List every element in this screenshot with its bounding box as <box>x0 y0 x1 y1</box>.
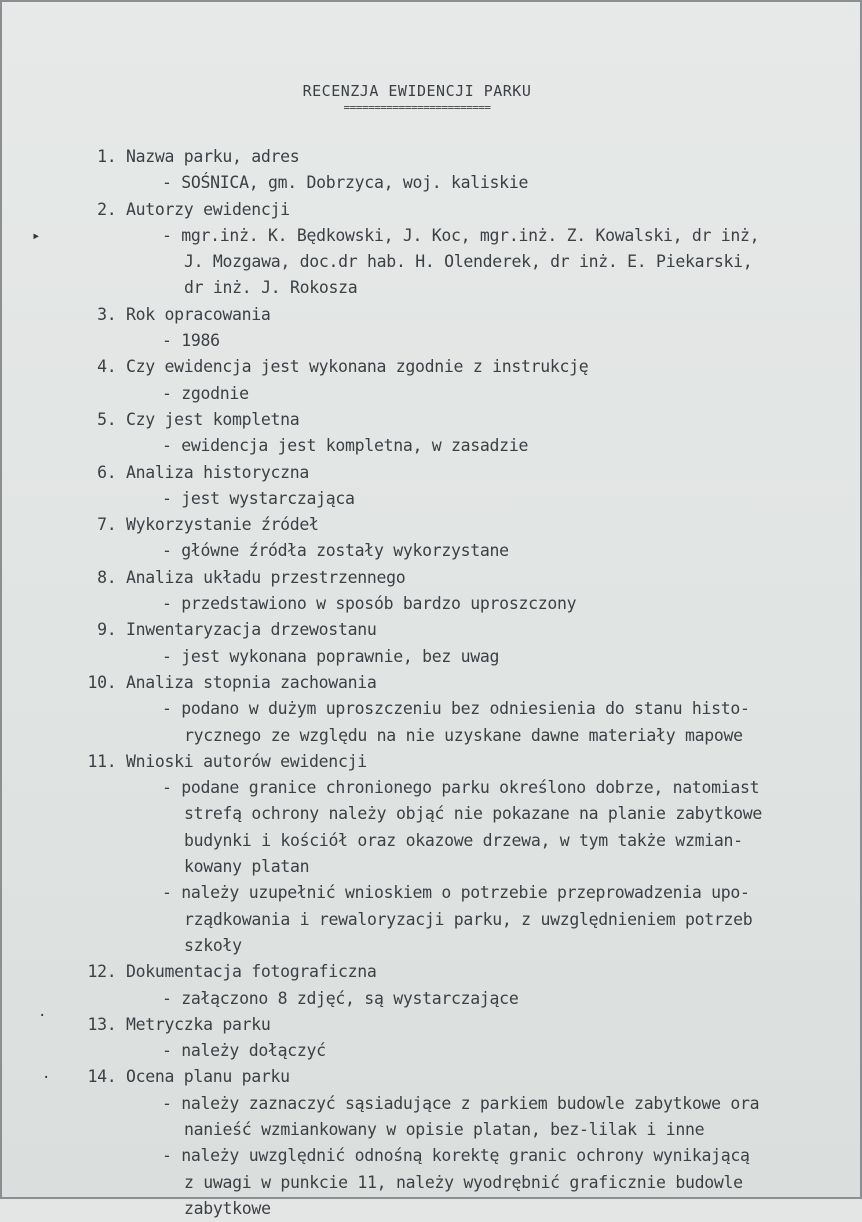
answer-line: - główne źródła zostały wykorzystane <box>162 541 509 561</box>
answer-line: - mgr.inż. K. Będkowski, J. Koc, mgr.inż. Z. Kowalski, dr inż, <box>162 225 760 245</box>
answer-line: - przedstawiono w sposób bardzo uproszczony <box>162 594 577 614</box>
section-number: 6. <box>97 462 126 482</box>
answer-line: - ewidencja jest kompletna, w zasadzie <box>162 436 529 456</box>
section-heading <box>82 959 848 985</box>
section-number: 11. <box>87 751 126 771</box>
section-number: 14. <box>87 1067 126 1087</box>
section-title: Ocena planu parku <box>126 1067 290 1087</box>
answer-line: - należy uwzględnić odnośną korektę granic ochrony wynikającą <box>162 1146 750 1166</box>
title-underline: ======================== <box>343 101 491 114</box>
document-body <box>87 144 848 1222</box>
margin-mark: ▸ <box>32 228 41 244</box>
answer-line: - podano w dużym uproszczeniu bez odniesienia do stanu histo- <box>162 699 750 719</box>
section-heading <box>82 460 848 486</box>
answer-line: - załączono 8 zdjęć, są wystarczające <box>162 988 519 1008</box>
answer-continuation: szkoły <box>184 935 242 955</box>
section-number: 7. <box>97 515 126 535</box>
section-heading <box>82 512 848 538</box>
answer-line: - podane granice chronionego parku określono dobrze, natomiast <box>162 778 760 798</box>
section-title: Autorzy ewidencji <box>126 199 290 219</box>
section-title: Analiza historyczna <box>126 462 310 482</box>
section-title: Rok opracowania <box>126 304 271 324</box>
section-heading <box>82 407 848 433</box>
answer-continuation: strefą ochrony należy objąć nie pokazane na planie zabytkowe <box>184 804 763 824</box>
answer-continuation: z uwagi w punkcie 11, należy wyodrębnić graficznie budowle <box>184 1172 743 1192</box>
answer-line: - SOŚNICA, gm. Dobrzyca, woj. kaliskie <box>162 173 529 193</box>
answer-continuation: J. Mozgawa, doc.dr hab. H. Olenderek, dr inż. E. Piekarski, <box>184 252 753 272</box>
section-heading <box>82 565 848 591</box>
section-heading <box>82 302 848 328</box>
section-number: 8. <box>97 567 126 587</box>
answer-line: - należy dołączyć <box>162 1041 326 1061</box>
section-number: 1. <box>97 147 126 166</box>
section-heading <box>82 1012 848 1038</box>
section-title: Nazwa parku, adres <box>126 147 300 166</box>
margin-mark: · <box>42 1070 51 1086</box>
section-number: 3. <box>97 304 126 324</box>
section-number: 10. <box>87 672 126 692</box>
answer-continuation: kowany platan <box>184 857 310 877</box>
margin-mark: · <box>38 1008 47 1024</box>
section-title: Wnioski autorów ewidencji <box>126 751 367 771</box>
document-title: RECENZJA EWIDENCJI PARKU <box>302 82 532 100</box>
section-heading <box>82 1064 848 1090</box>
section-number: 4. <box>97 357 126 377</box>
answer-line: - należy uzupełnić wnioskiem o potrzebie przeprowadzenia upo- <box>162 883 750 903</box>
section-heading <box>82 144 848 170</box>
answer-line: - zgodnie <box>162 383 249 403</box>
section-number: 9. <box>97 620 126 640</box>
answer-line: - 1986 <box>162 331 220 351</box>
answer-line: - jest wystarczająca <box>162 488 355 508</box>
section-heading <box>82 354 848 380</box>
answer-continuation: rządkowania i rewaloryzacji parku, z uwzględnieniem potrzeb <box>184 909 753 929</box>
section-title: Czy jest kompletna <box>126 409 300 429</box>
section-heading <box>82 749 848 775</box>
section-title: Inwentaryzacja drzewostanu <box>126 620 377 640</box>
section-title: Wykorzystanie źródeł <box>126 515 319 535</box>
section-heading <box>82 197 848 223</box>
section-title: Metryczka parku <box>126 1014 271 1034</box>
section-number: 12. <box>87 962 126 982</box>
answer-continuation: zabytkowe <box>184 1198 271 1218</box>
section-title: Analiza stopnia zachowania <box>126 672 377 692</box>
answer-continuation: dr inż. J. Rokosza <box>184 278 358 298</box>
section-number: 5. <box>97 409 126 429</box>
section-heading <box>82 617 848 643</box>
answer-line: - należy zaznaczyć sąsiadujące z parkiem budowle zabytkowe ora <box>162 1093 760 1113</box>
answer-line: - jest wykonana poprawnie, bez uwag <box>162 646 500 666</box>
section-number: 13. <box>87 1014 126 1034</box>
answer-continuation: budynki i kościół oraz okazowe drzewa, w tym także wzmian- <box>184 830 743 850</box>
section-heading <box>82 670 848 696</box>
answer-continuation: rycznego ze względu na nie uzyskane dawne materiały mapowe <box>184 725 743 745</box>
section-title: Dokumentacja fotograficzna <box>126 962 377 982</box>
section-number: 2. <box>97 199 126 219</box>
section-title: Analiza układu przestrzennego <box>126 567 406 587</box>
section-title: Czy ewidencja jest wykonana zgodnie z instrukcję <box>126 357 589 377</box>
answer-continuation: nanieść wzmiankowany w opisie platan, bez-lilak i inne <box>184 1119 705 1139</box>
